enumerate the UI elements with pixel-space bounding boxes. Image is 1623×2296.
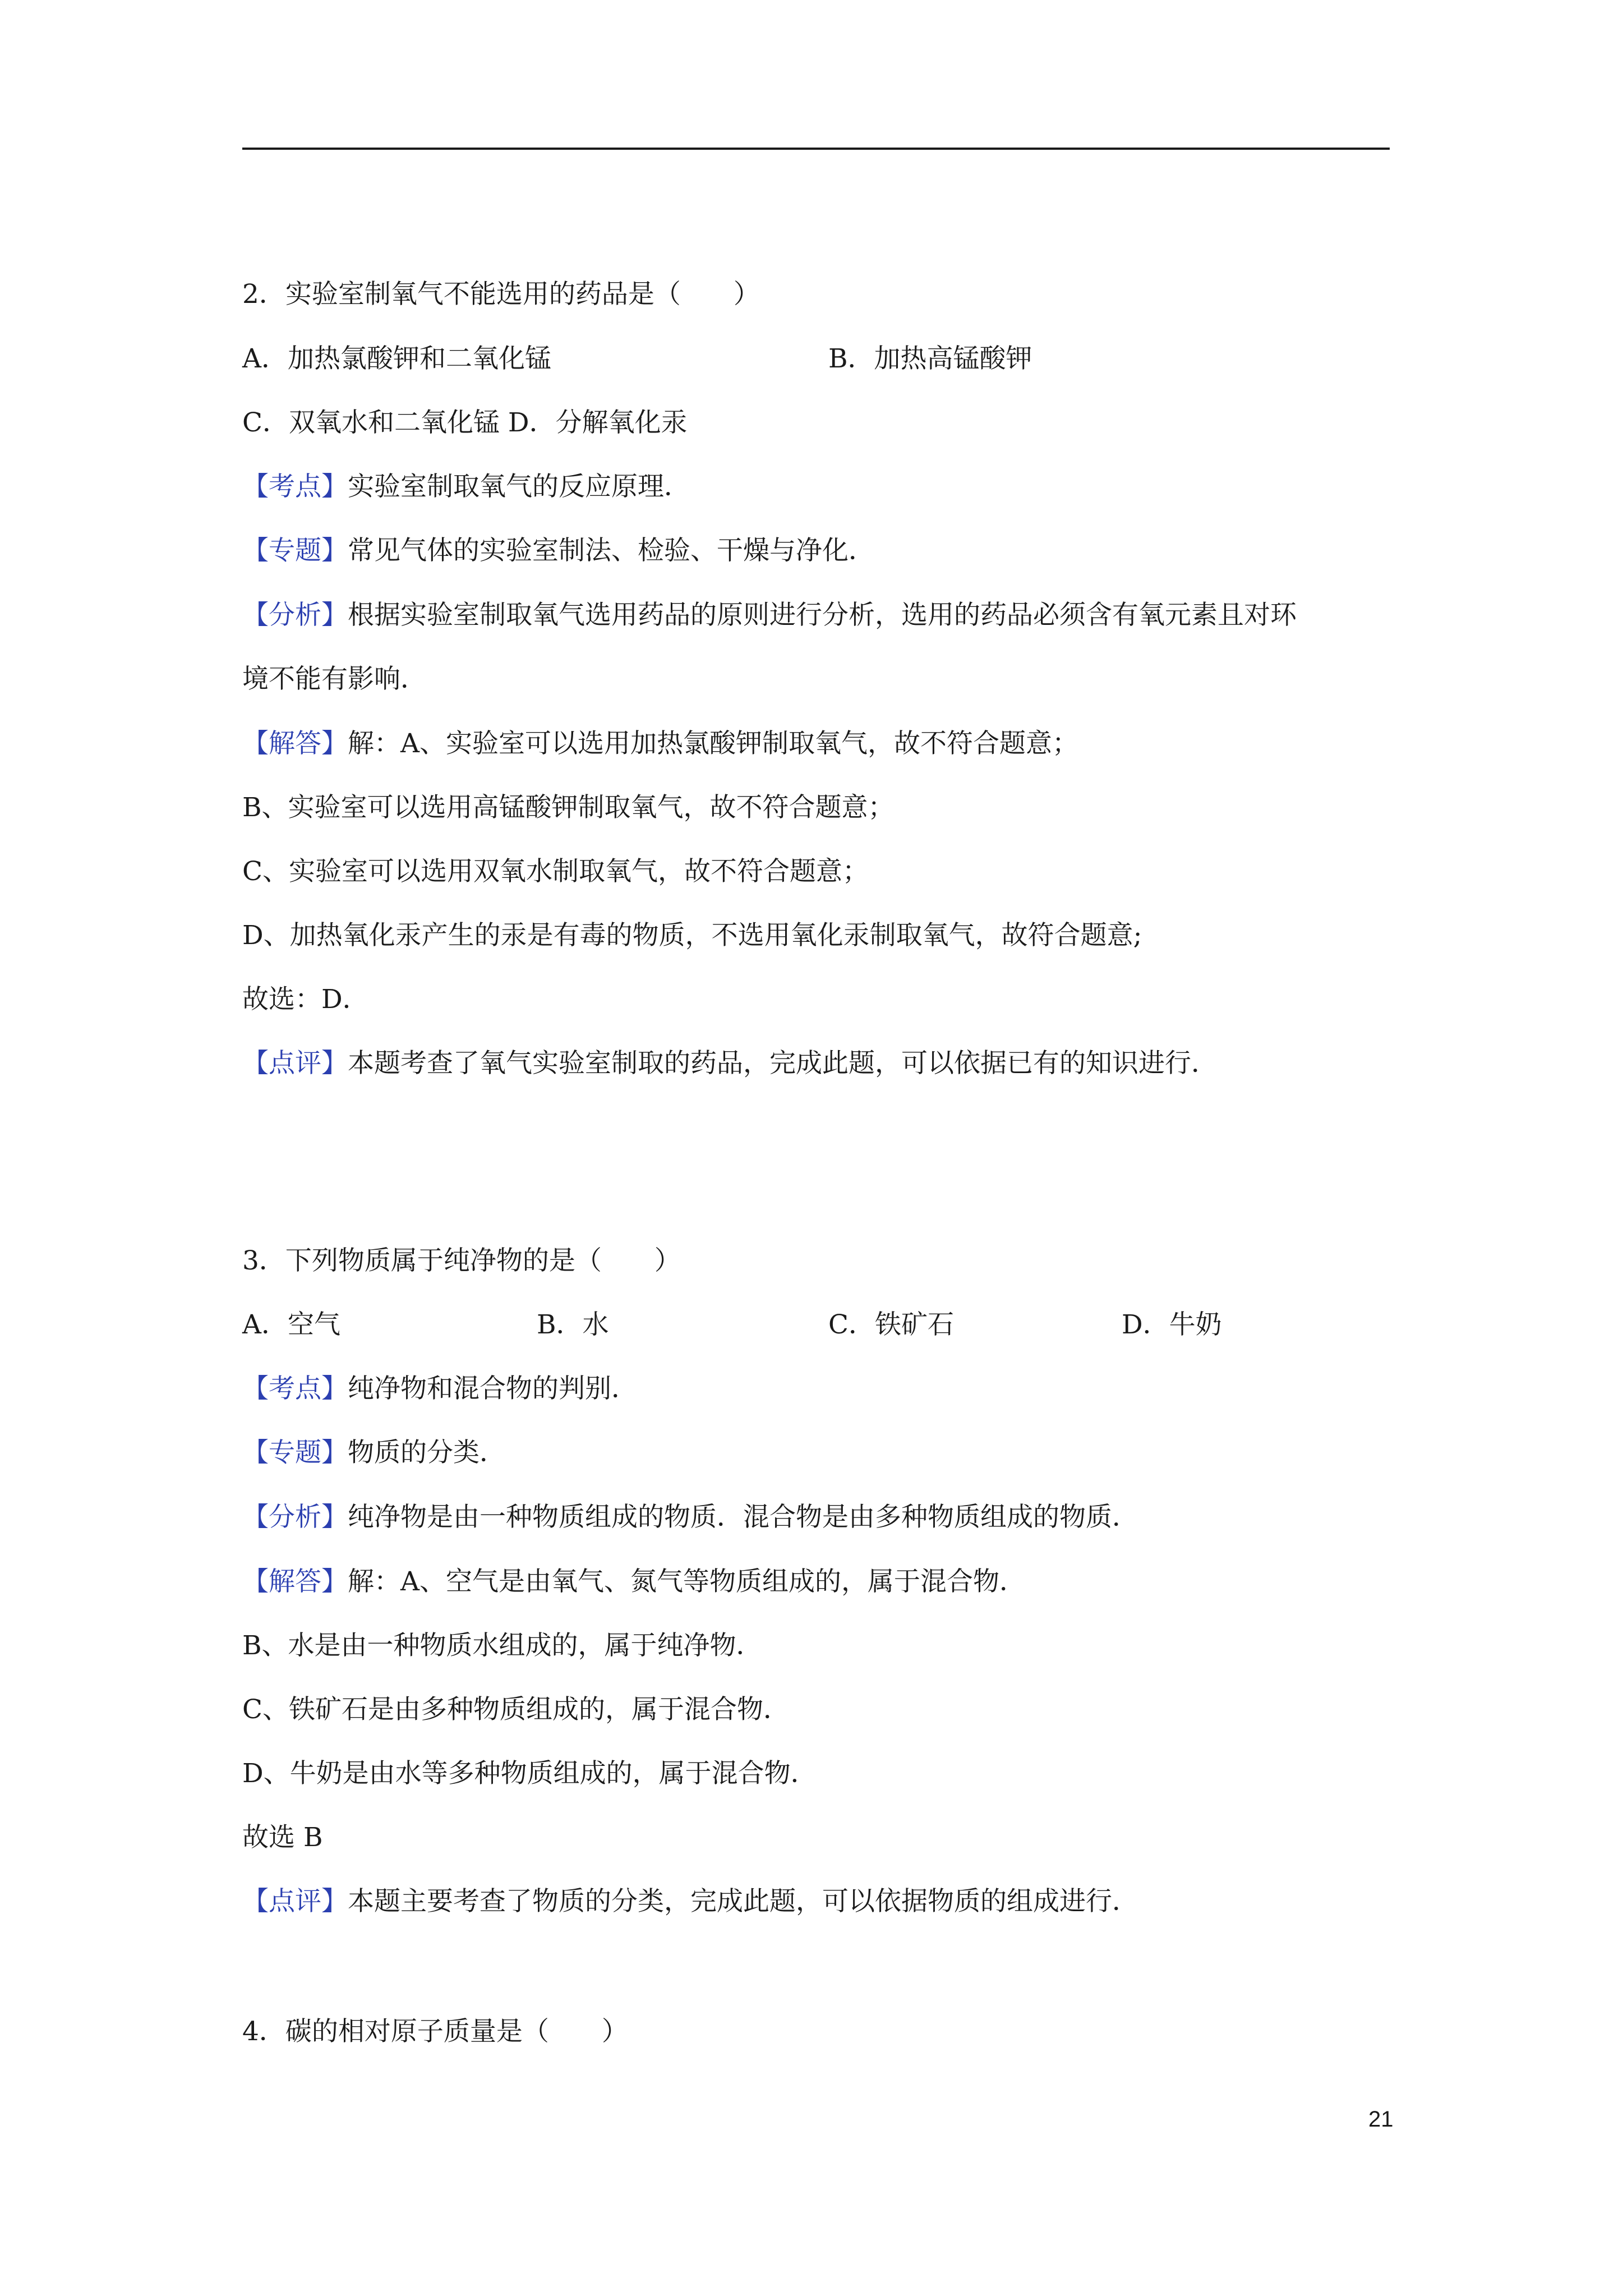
page-number: 21 [1368, 2107, 1394, 2132]
kaodian-row [242, 1372, 1398, 1406]
fenxi-text: 根据实验室制取氧气选用药品的原则进行分析，选用的药品必须含有氧元素且对环 [348, 600, 1297, 631]
fenxi-continuation: 境不能有影响． [242, 664, 427, 694]
question-2-stem: 2．实验室制氧气不能选用的药品是（ ） [242, 279, 760, 310]
question-2-options-row2: C．双氧水和二氧化锰 D．分解氧化汞 [242, 407, 688, 438]
jieda-text: 解：A、实验室可以选用加热氯酸钾制取氧气，故不符合题意； [348, 728, 1078, 759]
jieda-row [242, 727, 1398, 761]
fenxi-row [242, 1501, 1398, 1534]
fenxi-tag: 【分析】 [242, 600, 348, 631]
option-c: C．铁矿石 [828, 1309, 954, 1340]
header-rule [242, 148, 1390, 150]
option-b: B．加热高锰酸钾 [828, 343, 1032, 374]
option-a: A．空气 [242, 1309, 340, 1340]
zhuanti-tag: 【专题】 [242, 1437, 348, 1468]
fenxi-tag: 【分析】 [242, 1502, 348, 1533]
dianping-text: 本题主要考查了物质的分类，完成此题，可以依据物质的组成进行． [348, 1886, 1138, 1917]
kaodian-tag: 【考点】 [242, 1373, 348, 1404]
kaodian-text: 实验室制取氧气的反应原理． [348, 471, 690, 502]
dianping-row [242, 1885, 1398, 1918]
kaodian-tag: 【考点】 [242, 471, 348, 502]
fenxi-row [242, 599, 1398, 632]
jieda-row [242, 1565, 1398, 1599]
zhuanti-tag: 【专题】 [242, 535, 348, 566]
jieda-text: 解：A、空气是由氧气、氮气等物质组成的，属于混合物． [348, 1566, 1026, 1597]
answer-line: 故选：D． [242, 984, 369, 1015]
answer-line: 故选 B [242, 1822, 323, 1853]
question-4-stem: 4．碳的相对原子质量是（ ） [242, 2016, 628, 2047]
option-b: B．水 [537, 1309, 609, 1340]
jieda-line-c: C、铁矿石是由多种物质组成的，属于混合物． [242, 1694, 790, 1725]
option-d: D．牛奶 [1122, 1309, 1222, 1340]
zhuanti-row [242, 1436, 1398, 1470]
option-a: A．加热氯酸钾和二氧化锰 [242, 343, 551, 374]
zhuanti-text: 物质的分类． [348, 1437, 506, 1468]
zhuanti-text: 常见气体的实验室制法、检验、干燥与净化． [348, 535, 875, 566]
jieda-tag: 【解答】 [242, 728, 348, 759]
fenxi-text: 纯净物是由一种物质组成的物质．混合物是由多种物质组成的物质． [348, 1502, 1138, 1533]
dianping-row [242, 1047, 1398, 1080]
jieda-line-b: B、实验室可以选用高锰酸钾制取氧气，故不符合题意； [242, 792, 895, 823]
jieda-line-d: D、牛奶是由水等多种物质组成的，属于混合物． [242, 1758, 817, 1789]
jieda-line-d: D、加热氧化汞产生的汞是有毒的物质，不选用氧化汞制取氧气，故符合题意; [242, 920, 1142, 951]
question-3-stem: 3．下列物质属于纯净物的是（ ） [242, 1245, 681, 1276]
dianping-tag: 【点评】 [242, 1886, 348, 1917]
kaodian-text: 纯净物和混合物的判别． [348, 1373, 638, 1404]
zhuanti-row [242, 534, 1398, 568]
dianping-tag: 【点评】 [242, 1048, 348, 1079]
jieda-tag: 【解答】 [242, 1566, 348, 1597]
jieda-line-b: B、水是由一种物质水组成的，属于纯净物． [242, 1630, 763, 1661]
dianping-text: 本题考查了氧气实验室制取的药品，完成此题，可以依据已有的知识进行． [348, 1048, 1218, 1079]
kaodian-row [242, 470, 1398, 504]
jieda-line-c: C、实验室可以选用双氧水制取氧气，故不符合题意； [242, 856, 869, 887]
